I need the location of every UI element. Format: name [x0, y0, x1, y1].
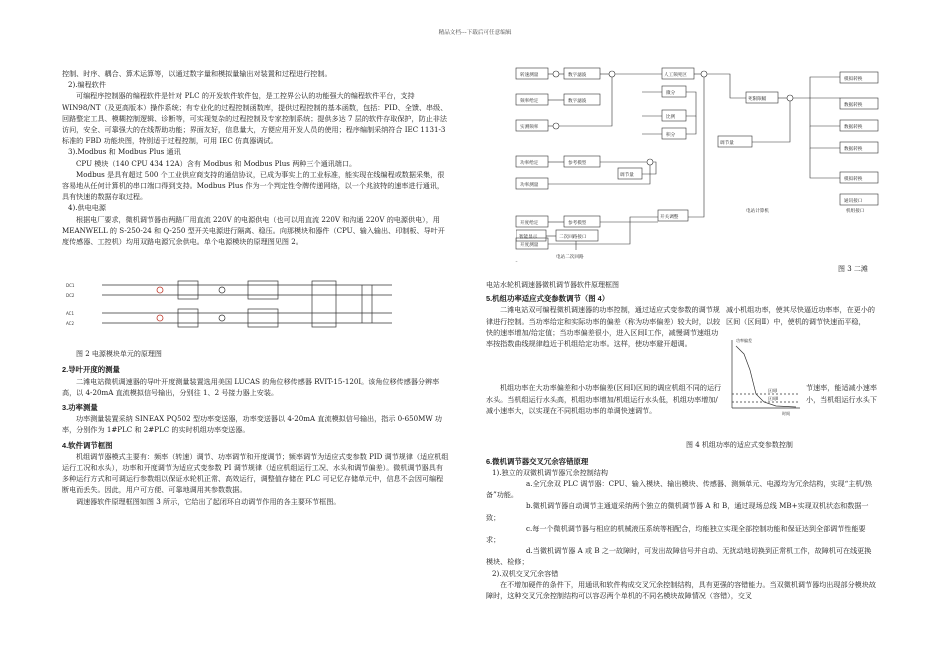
left-column [62, 68, 450, 507]
row-label: DC1 [66, 283, 75, 289]
figure-3-bottom-blocks [516, 228, 636, 268]
block-label: 人工频死区 [664, 73, 687, 78]
block-label: 通讯接口 [844, 199, 863, 204]
right-column [486, 280, 878, 601]
paragraph-power-adaptive-side-1: 减小机组功率，使其尽快逼近功率率，在更小的区间（区间Ⅱ）中，使机的调节快速而平稳， [726, 305, 875, 326]
figure-3-caption: 电站水轮机调速器微机调节器软件原理框图 [486, 281, 619, 289]
list-item-c: c.每一个微机调节器与相应的机械液压系统等相配合，均能独立实现全部控制功能和保证达到全部调节性能要求； [486, 523, 866, 545]
block-label: 电站二次回路 [556, 255, 584, 260]
block-label: 模拟转换 [844, 77, 863, 82]
row-label: DC2 [66, 293, 75, 299]
paragraph-power-supply: 根据电厂要求，微机调节器由两路厂用直流 220V 的电源供电（也可以用直流 220V 和沟通 220V 的电源供电），用 MEANWELL 的 S-250-24 和 Q-250 型开关电源进行隔离、稳压。向那模块和器件（CPU、输入输出、印制板、导叶开度传感器、工控机）均用双路电源冗余供电。单个电源模块的原理图见图 2。 [62, 214, 445, 247]
paragraph-software: 可编程序控制器的编程软件是针对 PLC 的开发软件软件包，是工控界公认的功能强大的编程软件平台，支持 WIN98/NT（及更高版本）操作系统；有专业化的过程控制函数库，提供过程控制的基本函数，包括：PID、全馈、串级、回路整定工具、模糊控制逻辑、诊断等，可实现复杂的过程控制及专家控制系统；提供多达 7 层的软件存取保护，防止非法访问，安全、可靠强大的在线帮助功能；界面友好，信息量大，方便应用开发人员的使用；程序编制采纳符合 IEC 1131-3 标准的 FBD 功能块图，特别适于过程控制，可用 IEC 仿真器调试。 [62, 91, 448, 146]
heading-guide-vane-measurement: 2.导叶开度的测量 [62, 365, 120, 375]
figure-2-power-module-schematic [62, 273, 450, 339]
block-label: 数字滤波 [568, 73, 587, 78]
paragraph-software-block: 机组调节器模式主要有：频率（转速）调节、功率调节和开度调节；频率调节为适应式变参数 PID 调节规律（适应机组运行工况和水头），功率和开度调节为适应式变参数 PI 调节规律（适应机组运行工况、水头和调节偏差）。微机调节器具有多种运行方式和可调运行参数组以保证水轮机正常、高效运行，调整值存储在 PLC 可记忆存储单元中，信息不会因可编程断电而丢失。因此，用户可方便、可靠地调用其参数数据。 [62, 451, 449, 495]
heading-redundancy: 6.微机调节器交叉冗余容错原理 [486, 456, 589, 466]
page-header: 精品文档---下载后可任意编辑 [438, 30, 512, 36]
block-label: 比例 [666, 115, 676, 120]
block-label: 频率给定 [520, 99, 539, 104]
block-label: 开关调整 [660, 215, 679, 220]
paragraph-intro: 控制、时序、耦合、算术运算等，以通过数字量和模拟量输出对装置和过程进行控制。 [62, 69, 332, 78]
paragraph-software-block-2: 调速器软件原理框图如图 3 所示，它给出了起闭环自动调节作用的各主要环节框图。 [76, 496, 341, 506]
section-title-power-supply: 4).供电电源 [68, 203, 106, 213]
axis-label: 时间 [782, 411, 790, 417]
section-title-modbus: 3).Modbus 和 Modbus Plus 通讯 [68, 147, 181, 157]
figure-4-curve [724, 336, 804, 416]
paragraph-power-adaptive-side-2: 节速率，能适减小速率小，当机组运行水头下 [806, 383, 877, 404]
axis-label: 区间Ⅰ [768, 388, 778, 394]
block-label: 二次回路接口 [559, 235, 587, 240]
row-label: AC1 [66, 311, 75, 317]
paragraph-modbus-1: CPU 模块（140 CPU 434 12A）含有 Modbus 和 Modbus Plus 两种三个通讯端口。 [76, 158, 357, 168]
row-label: AC2 [66, 321, 75, 327]
block-label: 数字滤波 [568, 99, 587, 104]
block-label: 实测频率 [520, 125, 539, 130]
block-label: 电站计算机 [746, 209, 769, 214]
paragraph-power-adaptive-2: 机组功率在大功率偏差和小功率偏差(区间Ⅰ)区间的调应机组不同的运行水头。当机组运行水头高，机组功率增加/机组运行水头低，机组功率增加/减小速率大，以实现在不同机组功率的单调快速调节。 [486, 383, 722, 415]
heading-power-adaptive-control: 5.机组功率适应式变参数调节（图 4） [486, 294, 610, 304]
section-title-dual-controller: 1).独立的双微机调节器冗余控制结构 [492, 467, 608, 477]
paragraph-power-measurement: 功率测量装置采纳 SINEAX PQ502 型功率变送器，功率变送器以 4-20mA 直流模拟信号输出，指示 0-650MW 功率，分别作为 1#PLC 和 2#PLC 的实时机组功率变送器。 [62, 414, 443, 435]
block-label: 数据转换 [844, 125, 863, 130]
list-item-a: a.全冗余双 PLC 调节器：CPU、输入模块、输出模块、传感器、测频单元、电源均为冗余结构，实现“主机/热备”功能。 [486, 479, 872, 500]
block-label: 参考模型 [568, 221, 587, 226]
section-title-cross-redundancy: 2).双机交叉冗余容错 [492, 568, 559, 578]
block-label: 死限限幅 [748, 97, 767, 102]
heading-software-block-diagram: 4.软件调节框图 [62, 440, 113, 450]
paragraph-power-adaptive-1: 二滩电站双可编程微机调速器的功率控制，通过适应式变参数的调节规律进行控制。当功率给定和实际功率的偏差（称为功率偏差）较大时，以较快的速率增加/给定值；当功率偏差很小，进入区间Ⅰ工作，减慢调节速组功率按指数曲线规律趋近于机组给定功率。这样，使功率避开超调。 [486, 305, 721, 349]
section-title-software: 2).编程软件 [68, 80, 106, 90]
block-label: 数据转换 [844, 147, 863, 152]
block-label: 调节量 [620, 173, 634, 178]
block-label: 模拟转换 [844, 177, 863, 182]
heading-power-measurement: 3.功率测量 [62, 403, 98, 413]
block-label: 积分 [666, 133, 676, 138]
list-item-d: d.当微机调节器 A 或 B 之一故障时，可发出故障信号并自动、无扰动地切换到正常机工作，故障机可在线更换模块、检修； [486, 546, 872, 567]
block-label: 功率给定 [520, 161, 539, 166]
paragraph-cross-redundancy: 在不增加硬件的条件下，用通讯和软件构成交叉冗余控制结构，具有更强的容错能力。当双微机调节器均出现部分模块故障时，这种交叉冗余控制结构可以容忍两个单机的不同名模块故障情况（容错），交叉 [486, 579, 876, 601]
paragraph-modbus-2: Modbus 是具有超过 500 个工业供应商支持的通信协议，已成为事实上的工业标准，能实现在线编程或数据采集，很容易地从任何计算机的串口端口得到支持。Modbus Plus 作为一个判定性令牌传递网络，以一个兆波特的速率进行通讯，具有快速的数据存取过程。 [62, 169, 445, 202]
block-label: 智能显示 [519, 235, 538, 240]
block-label: 转速测量 [520, 73, 539, 78]
block-label: 功率测量 [520, 183, 539, 188]
paragraph-guide-vane: 二滩电站微机调速器的导叶开度测量装置选用美国 LUCAS 的角位移传感器 RVIT-15-120I。该角位移传感器分辨率高，以 4-20mA 直流模拟信号输出，分别往 1、2 号接力器上安装。 [62, 376, 440, 397]
block-label: 微分 [666, 91, 676, 96]
axis-label: 区间Ⅱ [768, 396, 778, 402]
block-label: 机组接口 [846, 209, 865, 214]
block-label: 开度测量 [520, 243, 539, 248]
block-label: 数据转换 [844, 103, 863, 108]
block-label: 参考模型 [568, 161, 587, 166]
figure-4-caption: 图 4 机组功率的适应式变参数控制 [686, 441, 793, 450]
block-label: 调节量 [720, 141, 734, 146]
block-label: 开度给定 [520, 221, 539, 226]
axis-label: 功率偏差 [736, 338, 752, 344]
list-item-b: b.微机调节器自动调节主通道采纳两个独立的微机调节器 A 和 B，通过现场总线 MB+实现双机状态和数据一致； [486, 501, 869, 522]
figure-3-caption-tail: 图 3 二滩 [838, 265, 868, 273]
figure-2-caption: 图 2 电源模块单元的原理图 [76, 350, 162, 359]
